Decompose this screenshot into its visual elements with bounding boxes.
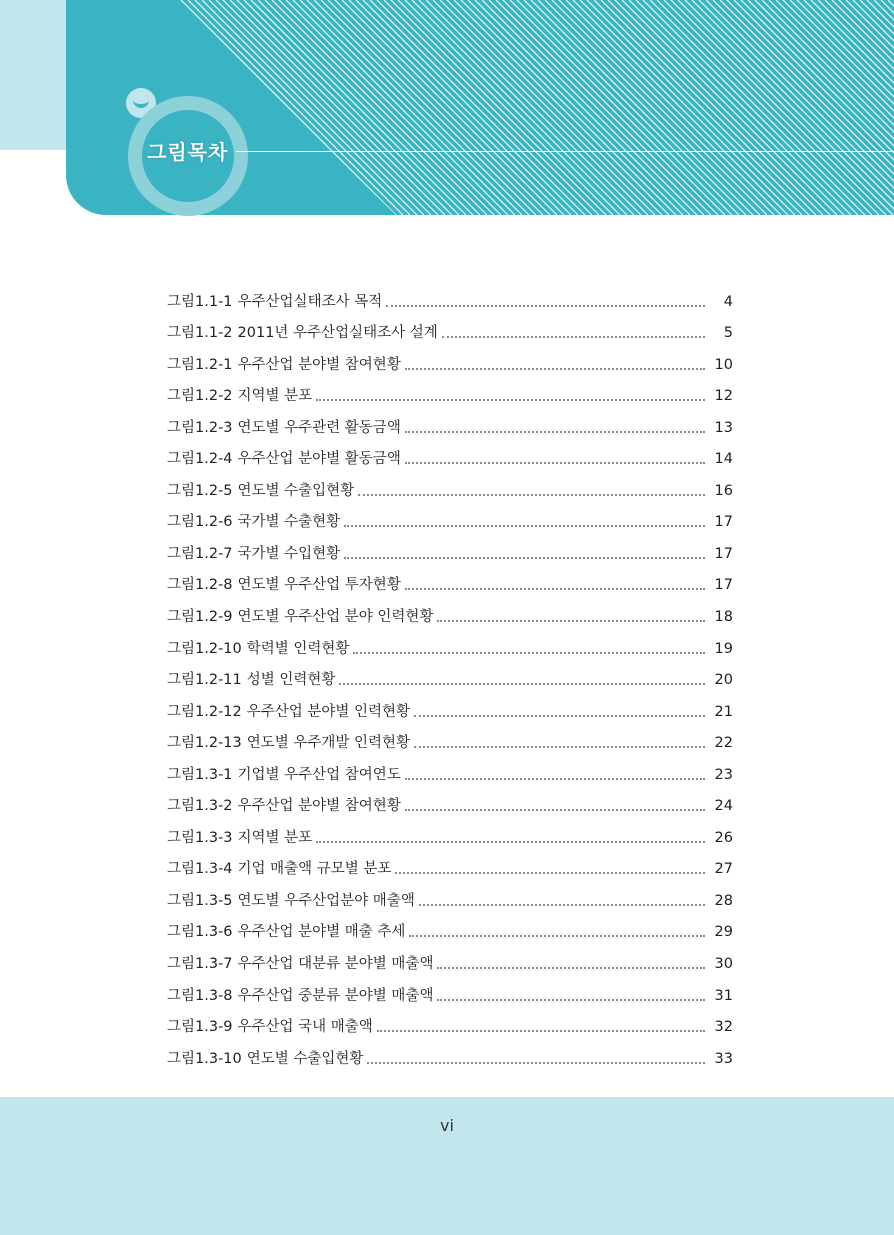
toc-entry[interactable]: [167, 501, 733, 533]
toc-entry[interactable]: [167, 848, 733, 880]
figure-number: 그림1.1-2: [167, 325, 233, 342]
stripe-line: [377, 0, 592, 215]
toc-entry[interactable]: [167, 1006, 733, 1038]
toc-entry[interactable]: [167, 627, 733, 659]
stripe-line: [545, 0, 760, 215]
toc-entry[interactable]: [167, 564, 733, 596]
stripe-line: [440, 0, 655, 215]
figure-title: 연도별 우주산업분야 매출액: [237, 892, 415, 909]
dot-leader: [437, 967, 705, 969]
page-ref: 5: [723, 325, 733, 342]
stripe-line: [66, 0, 116, 215]
page-ref: 28: [714, 892, 733, 909]
stripe-line: [370, 0, 585, 215]
stripe-line: [503, 0, 718, 215]
page-ref: 24: [714, 798, 733, 815]
figure-number: 그림1.2-13: [167, 735, 242, 752]
figure-number: 그림1.3-10: [167, 1050, 242, 1067]
stripe-line: [468, 0, 683, 215]
page-ref: 18: [714, 609, 733, 626]
page-ref: 13: [714, 419, 733, 436]
toc-entry[interactable]: [167, 312, 733, 344]
stripe-line: [314, 0, 529, 215]
dot-leader: [409, 935, 705, 937]
figure-title: 연도별 우주개발 인력현황: [246, 735, 411, 752]
figure-title: 연도별 수출입현황: [237, 482, 355, 499]
stripe-line: [657, 0, 872, 215]
figure-number: 그림1.1-1: [167, 293, 233, 310]
stripe-line: [230, 0, 445, 215]
toc-entry[interactable]: [167, 879, 733, 911]
figure-number: 그림1.2-4: [167, 451, 233, 468]
stripe-line: [496, 0, 711, 215]
stripe-line: [650, 0, 865, 215]
figure-title: 기업별 우주산업 참여연도: [237, 766, 401, 783]
stripe-line: [510, 0, 725, 215]
header-left-strip: [0, 0, 66, 150]
stripe-line: [398, 0, 613, 215]
stripe-line: [307, 0, 522, 215]
toc-entry[interactable]: [167, 280, 733, 312]
dot-leader: [437, 620, 705, 622]
dot-leader: [344, 525, 705, 527]
stripe-line: [412, 0, 627, 215]
stripe-line: [524, 0, 739, 215]
stripe-line: [349, 0, 564, 215]
stripe-line: [552, 0, 767, 215]
dot-leader: [405, 462, 705, 464]
dot-leader: [367, 1062, 705, 1064]
stripe-line: [66, 0, 95, 215]
figure-number: 그림1.2-8: [167, 577, 233, 594]
dot-leader: [405, 588, 705, 590]
page-ref: 19: [714, 640, 733, 657]
stripe-line: [580, 0, 795, 215]
dot-leader: [344, 557, 705, 559]
figure-number: 그림1.3-7: [167, 956, 233, 973]
stripe-line: [293, 0, 508, 215]
stripe-line: [223, 0, 438, 215]
page-ref: 31: [714, 987, 733, 1004]
dot-leader: [316, 841, 705, 843]
figure-title: 우주산업 분야별 참여현황: [237, 356, 401, 373]
page-ref: 16: [714, 482, 733, 499]
figure-list: [167, 280, 733, 1069]
page-ref: 4: [723, 293, 733, 310]
toc-entry[interactable]: [167, 438, 733, 470]
stripe-line: [475, 0, 690, 215]
stripe-line: [755, 0, 894, 215]
stripe-line: [405, 0, 620, 215]
stripe-line: [237, 0, 452, 215]
toc-entry[interactable]: [167, 911, 733, 943]
dot-leader: [442, 336, 705, 338]
page-ref: 12: [714, 388, 733, 405]
stripe-line: [601, 0, 816, 215]
page-ref: 33: [714, 1050, 733, 1067]
toc-entry[interactable]: [167, 659, 733, 691]
figure-number: 그림1.3-6: [167, 924, 233, 941]
dot-leader: [419, 904, 705, 906]
stripe-line: [643, 0, 858, 215]
stripe-line: [531, 0, 746, 215]
stripe-line: [265, 0, 480, 215]
page-ref: 30: [714, 956, 733, 973]
page-ref: 23: [714, 766, 733, 783]
toc-entry[interactable]: [167, 690, 733, 722]
stripe-line: [678, 0, 893, 215]
page-ref: 20: [714, 672, 733, 689]
stripe-line: [342, 0, 557, 215]
figure-number: 그림1.2-9: [167, 609, 233, 626]
stripe-line: [629, 0, 844, 215]
stripe-line: [853, 0, 894, 215]
figure-number: 그림1.3-3: [167, 829, 233, 846]
toc-entry[interactable]: [167, 375, 733, 407]
stripe-line: [587, 0, 802, 215]
dot-leader: [405, 431, 705, 433]
page-ref: 29: [714, 924, 733, 941]
stripe-line: [482, 0, 697, 215]
stripe-line: [615, 0, 830, 215]
figure-number: 그림1.2-3: [167, 419, 233, 436]
figure-number: 그림1.3-1: [167, 766, 233, 783]
stripe-line: [251, 0, 466, 215]
stripe-line: [426, 0, 641, 215]
figure-number: 그림1.2-2: [167, 388, 233, 405]
stripe-line: [384, 0, 599, 215]
toc-entry[interactable]: [167, 816, 733, 848]
figure-number: 그림1.3-9: [167, 1019, 233, 1036]
toc-entry[interactable]: [167, 722, 733, 754]
figure-title: 우주산업 분야별 인력현황: [246, 703, 411, 720]
stripe-line: [559, 0, 774, 215]
figure-title: 2011년 우주산업실태조사 설계: [237, 325, 438, 342]
page-number: vi: [440, 1116, 454, 1135]
figure-title: 연도별 수출입현황: [246, 1050, 364, 1067]
figure-number: 그림1.2-12: [167, 703, 242, 720]
toc-entry[interactable]: [167, 595, 733, 627]
figure-title: 지역별 분포: [237, 829, 313, 846]
stripe-line: [573, 0, 788, 215]
stripe-line: [66, 0, 102, 215]
figure-title: 연도별 우주관련 활동금액: [237, 419, 401, 436]
figure-title: 학력별 인력현황: [246, 640, 350, 657]
stripe-line: [419, 0, 634, 215]
dot-leader: [386, 305, 705, 307]
stripe-line: [66, 0, 130, 215]
stripe-line: [594, 0, 809, 215]
stripe-line: [538, 0, 753, 215]
dot-leader: [437, 999, 705, 1001]
stripe-line: [461, 0, 676, 215]
stripe-line: [636, 0, 851, 215]
page-ref: 26: [714, 829, 733, 846]
toc-entry[interactable]: [167, 785, 733, 817]
page-ref: 17: [714, 577, 733, 594]
stripe-line: [272, 0, 487, 215]
figure-number: 그림1.2-5: [167, 482, 233, 499]
figure-title: 연도별 우주산업 투자현황: [237, 577, 401, 594]
figure-title: 우주산업 분야별 활동금액: [237, 451, 401, 468]
figure-title: 우주산업 중분류 분야별 매출액: [237, 987, 434, 1004]
figure-title: 우주산업실태조사 목적: [237, 293, 383, 310]
toc-entry[interactable]: [167, 532, 733, 564]
dot-leader: [358, 494, 705, 496]
dot-leader: [405, 809, 705, 811]
figure-number: 그림1.3-4: [167, 861, 233, 878]
figure-number: 그림1.3-8: [167, 987, 233, 1004]
toc-entry[interactable]: [167, 753, 733, 785]
section-title: 그림목차: [147, 140, 229, 164]
figure-title: 기업 매출액 규모별 분포: [237, 861, 392, 878]
stripe-line: [622, 0, 837, 215]
stripe-line: [454, 0, 669, 215]
stripe-line: [713, 0, 894, 215]
stripe-line: [66, 0, 109, 215]
stripe-line: [608, 0, 823, 215]
stripe-line: [433, 0, 648, 215]
page-ref: 21: [714, 703, 733, 720]
stripe-line: [671, 0, 886, 215]
stripe-line: [244, 0, 459, 215]
stripe-line: [279, 0, 494, 215]
dot-leader: [405, 778, 705, 780]
figure-title: 우주산업 분야별 참여현황: [237, 798, 401, 815]
stripe-line: [328, 0, 543, 215]
figure-number: 그림1.2-7: [167, 545, 233, 562]
page-ref: 10: [714, 356, 733, 373]
toc-entry[interactable]: [167, 469, 733, 501]
dot-leader: [414, 715, 705, 717]
figure-number: 그림1.2-11: [167, 672, 242, 689]
stripe-line: [258, 0, 473, 215]
figure-number: 그림1.2-1: [167, 356, 233, 373]
stripe-line: [517, 0, 732, 215]
header-rule: [236, 151, 894, 152]
stripe-line: [664, 0, 879, 215]
dot-leader: [316, 399, 705, 401]
stripe-line: [391, 0, 606, 215]
dot-leader: [405, 368, 705, 370]
page-ref: 22: [714, 735, 733, 752]
page-ref: 32: [714, 1019, 733, 1036]
figure-title: 성별 인력현황: [246, 672, 336, 689]
stripe-line: [566, 0, 781, 215]
dot-leader: [395, 872, 705, 874]
figure-number: 그림1.3-2: [167, 798, 233, 815]
figure-title: 연도별 우주산업 분야 인력현황: [237, 609, 434, 626]
stripe-line: [321, 0, 536, 215]
toc-entry[interactable]: [167, 343, 733, 375]
figure-title: 국가별 수출현황: [237, 514, 341, 531]
stripe-line: [356, 0, 571, 215]
stripe-line: [216, 0, 431, 215]
stripe-line: [489, 0, 704, 215]
toc-entry[interactable]: [167, 406, 733, 438]
page-ref: 14: [714, 451, 733, 468]
dot-leader: [377, 1030, 705, 1032]
toc-entry[interactable]: [167, 942, 733, 974]
stripe-line: [447, 0, 662, 215]
stripe-line: [363, 0, 578, 215]
figure-number: 그림1.3-5: [167, 892, 233, 909]
figure-title: 우주산업 분야별 매출 추세: [237, 924, 406, 941]
stripe-line: [66, 0, 123, 215]
figure-title: 지역별 분포: [237, 388, 313, 405]
dot-leader: [353, 652, 705, 654]
stripe-line: [335, 0, 550, 215]
stripe-line: [66, 0, 81, 215]
page-ref: 17: [714, 514, 733, 531]
page-ref: 17: [714, 545, 733, 562]
page-ref: 27: [714, 861, 733, 878]
figure-title: 우주산업 국내 매출액: [237, 1019, 373, 1036]
figure-title: 국가별 수입현황: [237, 545, 341, 562]
stripe-line: [66, 0, 88, 215]
stripe-line: [300, 0, 515, 215]
toc-entry[interactable]: [167, 1037, 733, 1069]
figure-number: 그림1.2-10: [167, 640, 242, 657]
figure-title: 우주산업 대분류 분야별 매출액: [237, 956, 434, 973]
stripe-line: [286, 0, 501, 215]
figure-number: 그림1.2-6: [167, 514, 233, 531]
dot-leader: [414, 746, 705, 748]
dot-leader: [339, 683, 705, 685]
toc-entry[interactable]: [167, 974, 733, 1006]
